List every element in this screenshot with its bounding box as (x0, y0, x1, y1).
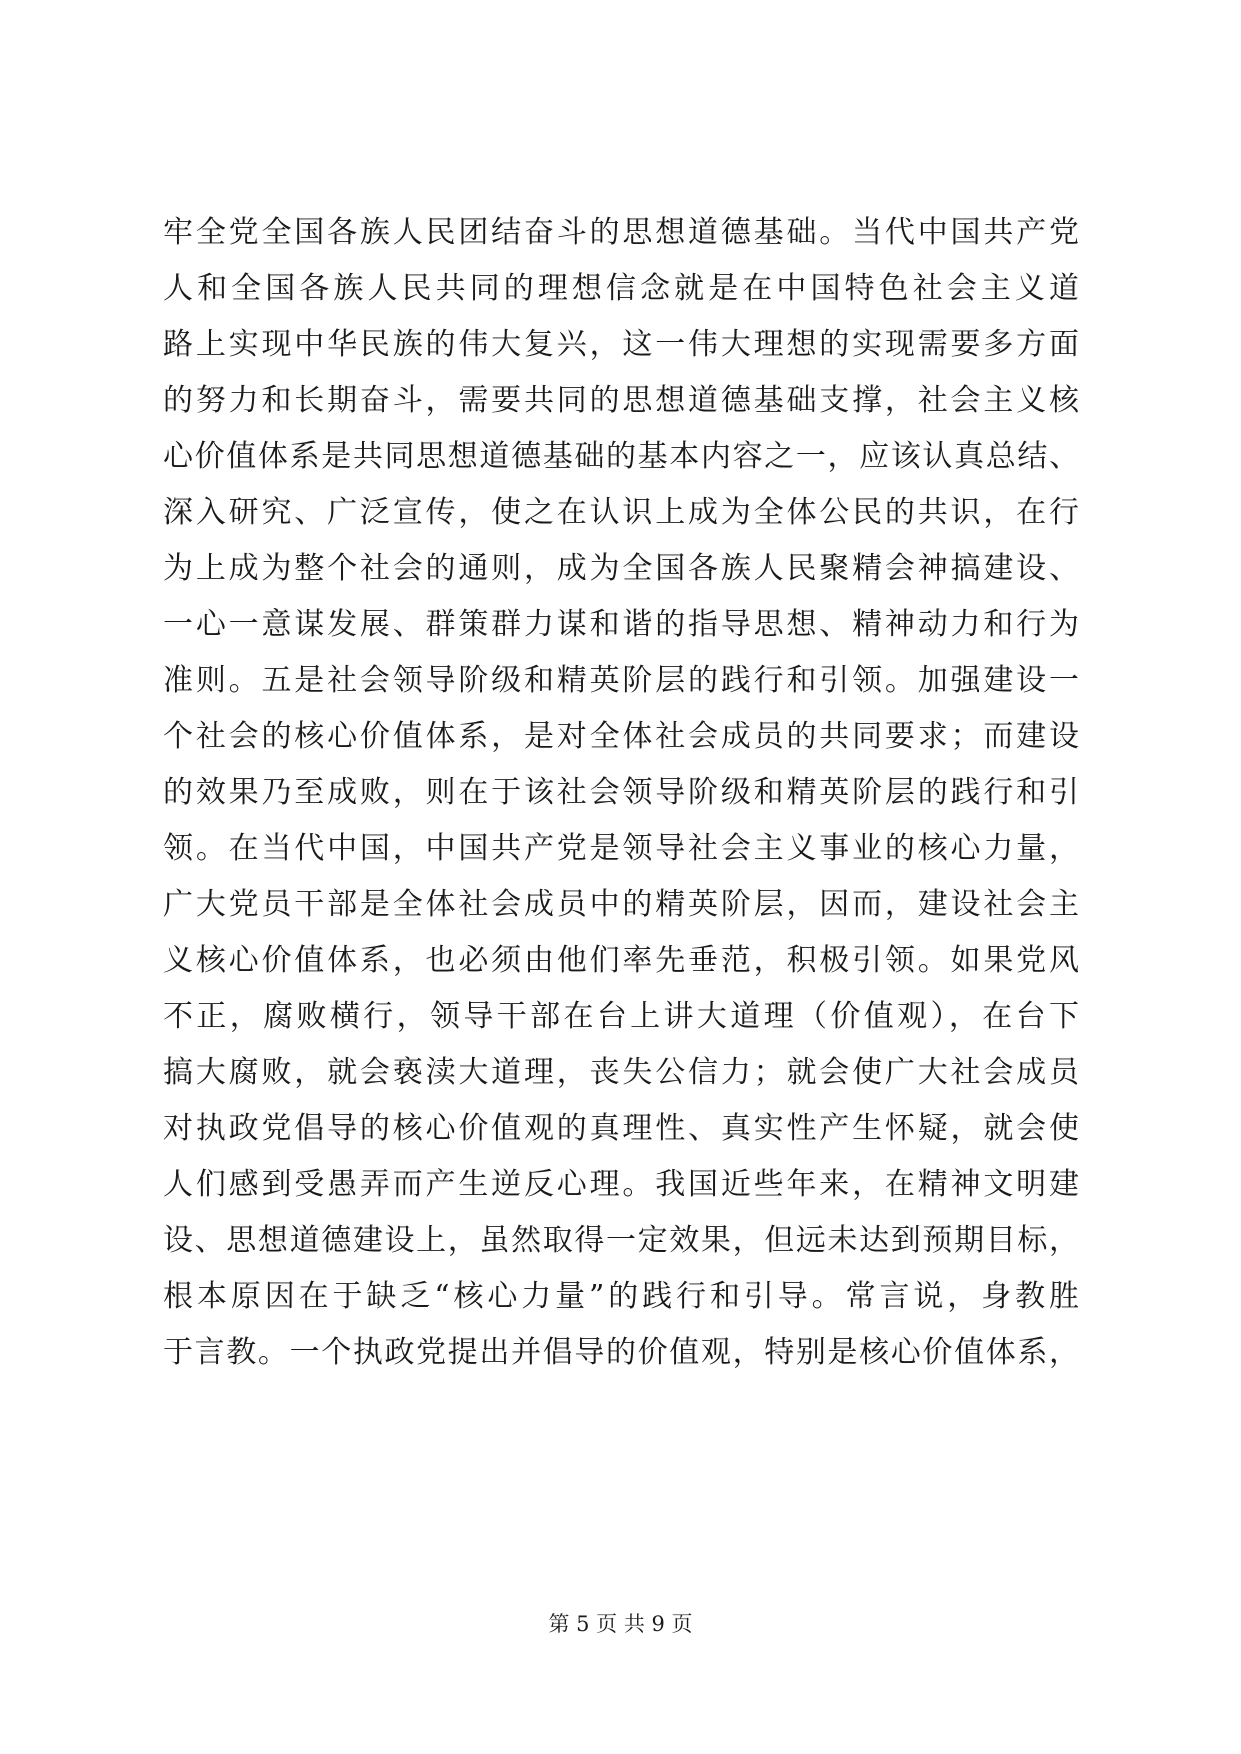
text-line: 根本原因在于缺乏“核心力量”的践行和引导。常言说，身教胜 (163, 1279, 1079, 1314)
body-text (163, 205, 1079, 1381)
text-line: 设、思想道德建设上，虽然取得一定效果，但远未达到预期目标， (163, 1223, 1079, 1258)
text-line: 牢全党全国各族人民团结奋斗的思想道德基础。当代中国共产党 (163, 215, 1079, 250)
text-line: 深入研究、广泛宣传，使之在认识上成为全体公民的共识，在行 (163, 495, 1079, 530)
text-line: 一心一意谋发展、群策群力谋和谐的指导思想、精神动力和行为 (163, 607, 1079, 642)
text-line: 于言教。一个执政党提出并倡导的价值观，特别是核心价值体系， (163, 1335, 1079, 1370)
text-line: 对执政党倡导的核心价值观的真理性、真实性产生怀疑，就会使 (163, 1111, 1079, 1146)
text-line: 准则。五是社会领导阶级和精英阶层的践行和引领。加强建设一 (163, 663, 1079, 698)
text-line: 领。在当代中国，中国共产党是领导社会主义事业的核心力量， (163, 831, 1079, 866)
text-line: 不正，腐败横行，领导干部在台上讲大道理（价值观），在台下 (163, 999, 1079, 1034)
text-line: 广大党员干部是全体社会成员中的精英阶层，因而，建设社会主 (163, 887, 1079, 922)
text-line: 搞大腐败，就会亵渎大道理，丧失公信力；就会使广大社会成员 (163, 1055, 1079, 1090)
text-line: 个社会的核心价值体系，是对全体社会成员的共同要求；而建设 (163, 719, 1079, 754)
text-line: 人们感到受愚弄而产生逆反心理。我国近些年来，在精神文明建 (163, 1167, 1079, 1202)
text-line: 的努力和长期奋斗，需要共同的思想道德基础支撑，社会主义核 (163, 383, 1079, 418)
text-line: 路上实现中华民族的伟大复兴，这一伟大理想的实现需要多方面 (163, 327, 1079, 362)
text-line: 的效果乃至成败，则在于该社会领导阶级和精英阶层的践行和引 (163, 775, 1079, 810)
text-line: 为上成为整个社会的通则，成为全国各族人民聚精会神搞建设、 (163, 551, 1079, 586)
text-line: 义核心价值体系，也必须由他们率先垂范，积极引领。如果党风 (163, 943, 1079, 978)
text-line: 心价值体系是共同思想道德基础的基本内容之一，应该认真总结、 (163, 439, 1079, 474)
page-footer: 第 5 页 共 9 页 (548, 1612, 693, 1636)
text-line: 人和全国各族人民共同的理想信念就是在中国特色社会主义道 (163, 271, 1079, 306)
